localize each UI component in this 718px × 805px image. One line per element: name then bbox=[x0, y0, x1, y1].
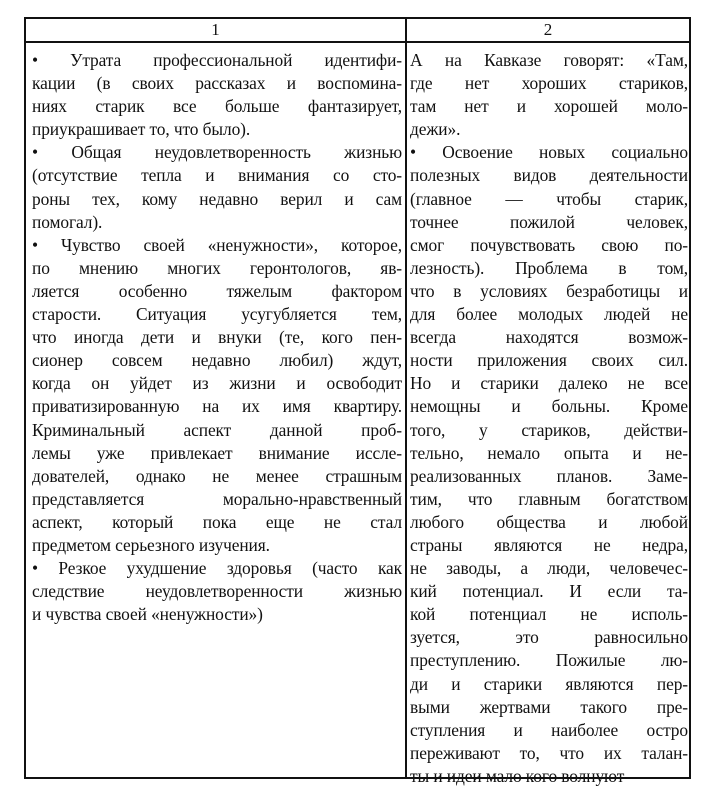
text-line: предметом серьезного изучения. bbox=[32, 534, 270, 555]
text-line: роны тех, кому недавно верил и сам bbox=[32, 188, 402, 209]
text-line: • Резкое ухудшение здоровья (часто как bbox=[32, 558, 402, 579]
text-line: аспект, который пока еще не стал bbox=[32, 511, 402, 532]
text-line: преступлению. Пожилые лю- bbox=[410, 650, 688, 671]
text-line: • Чувство своей «ненужности», которое, bbox=[32, 234, 402, 255]
text-line: приукрашивает то, что было). bbox=[32, 119, 251, 140]
text-line: Криминальный аспект данной проб- bbox=[32, 419, 402, 440]
text-line: ляется особенно тяжелым фактором bbox=[32, 280, 402, 301]
text-line: ности приложения своих сил. bbox=[410, 350, 688, 371]
text-line: не заводы, а люди, человечес- bbox=[410, 558, 688, 579]
table-header-row bbox=[26, 19, 689, 43]
text-line: смог почувствовать свою по- bbox=[410, 234, 688, 255]
text-line: старости. Ситуация усугубляется тем, bbox=[32, 304, 402, 325]
text-line: когда он уйдет из жизни и освободит bbox=[32, 373, 402, 394]
text-line: кий потенциал. И если та- bbox=[410, 581, 688, 602]
text-line: Но и старики далеко не все bbox=[410, 373, 688, 394]
text-line: тельно, немало опыта и не- bbox=[410, 442, 688, 463]
text-line: для более молодых людей не bbox=[410, 304, 688, 325]
text-line: ди и старики являются пер- bbox=[410, 673, 688, 694]
text-line: А на Кавказе говорят: «Там, bbox=[410, 50, 688, 70]
text-line: • Освоение новых социально bbox=[410, 142, 688, 163]
text-line: реализованных планов. Заме- bbox=[410, 465, 688, 486]
text-line: ступления и наиболее остро bbox=[410, 719, 688, 740]
text-line: дежи». bbox=[410, 119, 461, 140]
text-line: любого общества и любой bbox=[410, 511, 688, 532]
text-line: полезных видов деятельности bbox=[410, 165, 688, 186]
column-header-2: 2 bbox=[543, 20, 553, 39]
text-line: (главное — чтобы старик, bbox=[410, 188, 688, 209]
text-line: лезность). Проблема в том, bbox=[410, 257, 688, 278]
text-line: • Общая неудовлетворенность жизнью bbox=[32, 142, 402, 163]
text-line: немощны и больны. Кроме bbox=[410, 396, 688, 417]
text-line: (отсутствие тепла и внимания со сто- bbox=[32, 165, 402, 186]
text-line: помогал). bbox=[32, 211, 103, 232]
text-line: там нет и хорошей моло- bbox=[410, 96, 688, 117]
text-line: сионер совсем недавно любил) ждут, bbox=[32, 350, 402, 371]
column-divider bbox=[405, 19, 407, 777]
text-line: всегда находятся возмож- bbox=[410, 327, 688, 348]
text-line: кации (в своих рассказах и воспомина- bbox=[32, 73, 402, 94]
column-header-1: 1 bbox=[211, 20, 220, 39]
two-column-table bbox=[24, 17, 691, 786]
text-line: ниях старик все больше фантазирует, bbox=[32, 96, 402, 117]
text-line: ты и идеи мало кого волнуют bbox=[410, 765, 625, 786]
text-line: точнее пожилой человек, bbox=[410, 211, 688, 232]
text-line: представляется морально-нравственный bbox=[32, 488, 402, 509]
text-line: выми жертвами такого пре- bbox=[410, 696, 688, 717]
text-line: • Утрата профессиональной идентифи- bbox=[32, 50, 402, 70]
text-line: по мнению многих геронтологов, яв- bbox=[32, 257, 402, 278]
text-line: переживают то, что их талан- bbox=[410, 742, 688, 763]
text-line: что иногда дети и внуки (те, кого пен- bbox=[32, 327, 402, 348]
text-line: приватизированную на их имя квартиру. bbox=[32, 396, 402, 417]
text-line: что в условиях безработицы и bbox=[410, 280, 688, 301]
text-line: лемы уже привлекает внимание иссле- bbox=[32, 442, 402, 463]
text-line: где нет хороших стариков, bbox=[410, 73, 688, 94]
text-line: кой потенциал не исполь- bbox=[410, 604, 688, 625]
text-line: и чувства своей «ненужности») bbox=[32, 604, 263, 625]
left-column-text bbox=[32, 49, 402, 626]
right-column-text bbox=[410, 49, 688, 788]
text-line: следствие неудовлетворенности жизнью bbox=[32, 581, 402, 602]
text-line: того, у стариков, действи- bbox=[410, 419, 688, 440]
text-line: тим, что главным богатством bbox=[410, 488, 688, 509]
text-line: дователей, однако не менее страшным bbox=[32, 465, 402, 486]
text-line: зуется, это равносильно bbox=[410, 627, 688, 648]
text-line: страны являются не недра, bbox=[410, 534, 688, 555]
